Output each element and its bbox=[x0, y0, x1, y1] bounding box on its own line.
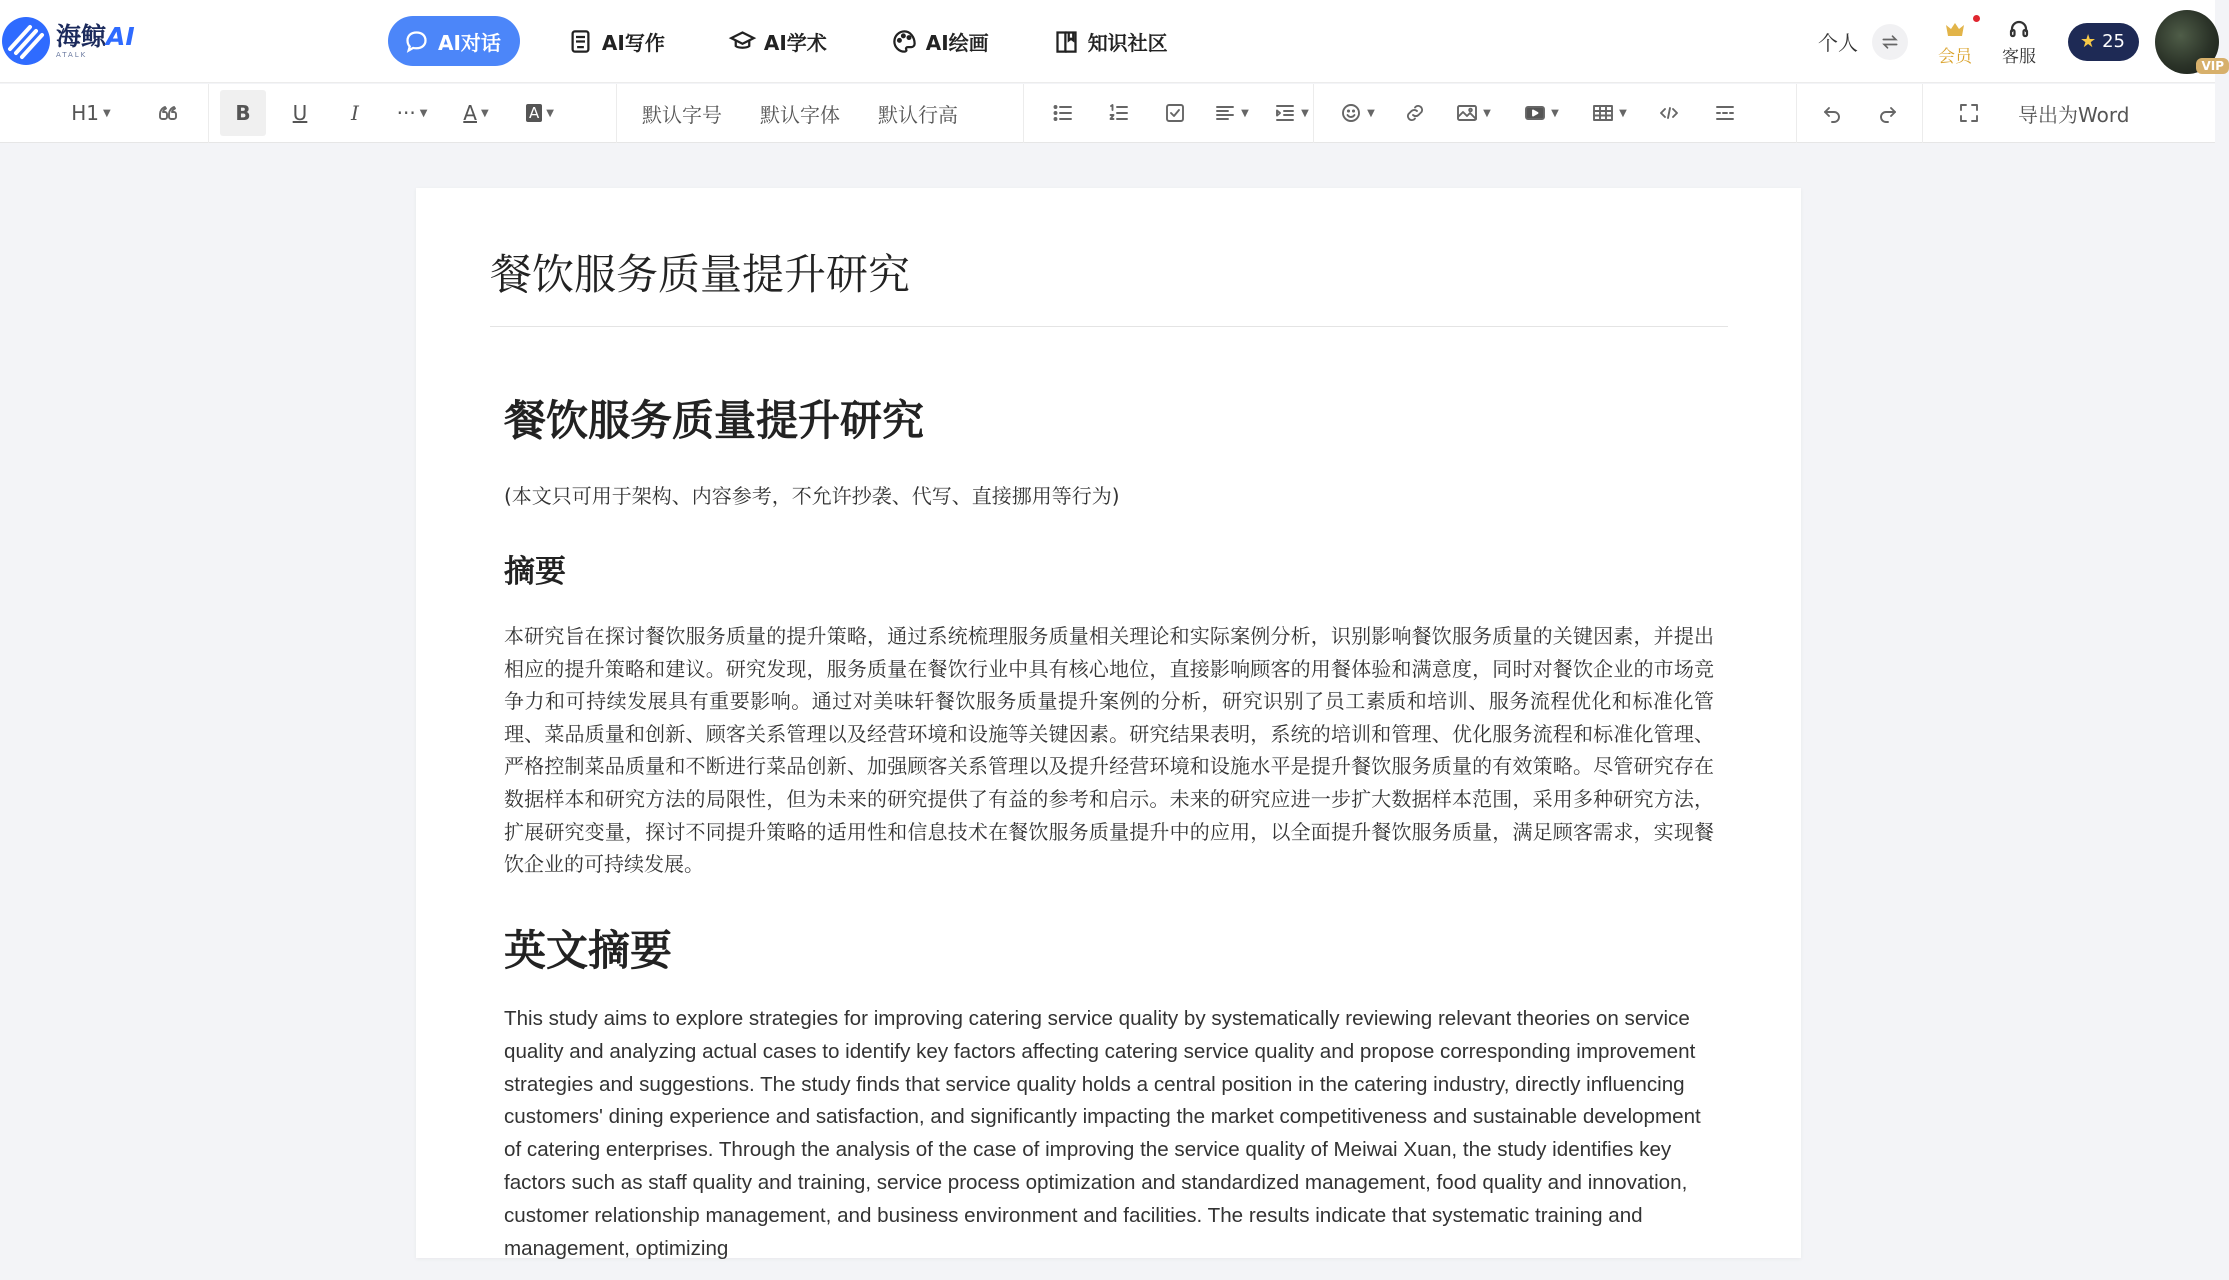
document-page[interactable] bbox=[416, 188, 1801, 1258]
editor-toolbar bbox=[0, 84, 2215, 143]
nav-ai-painting[interactable] bbox=[874, 16, 1006, 66]
heading-select[interactable] bbox=[66, 90, 116, 136]
undo-button[interactable] bbox=[1809, 90, 1855, 136]
book-icon bbox=[1053, 28, 1080, 55]
top-navigation-bar bbox=[0, 0, 2224, 83]
member-button[interactable] bbox=[1938, 17, 1972, 67]
bold-button[interactable] bbox=[220, 90, 266, 136]
numbered-list-button[interactable] bbox=[1096, 90, 1142, 136]
member-label: 会员 bbox=[1937, 46, 1972, 67]
nav-ai-writing-label: AI写作 bbox=[601, 30, 665, 55]
document-write-icon bbox=[567, 28, 594, 55]
italic-label: I bbox=[351, 101, 359, 125]
font-size-select[interactable]: 默认字号 bbox=[642, 102, 722, 127]
align-left-icon bbox=[1213, 101, 1237, 125]
chevron-down-icon: ▼ bbox=[546, 107, 554, 119]
star-icon: ★ bbox=[2079, 31, 2097, 52]
video-icon bbox=[1523, 101, 1547, 125]
video-button[interactable] bbox=[1518, 90, 1564, 136]
graduation-cap-icon bbox=[729, 28, 756, 55]
horizontal-rule-icon bbox=[1713, 101, 1737, 125]
nav-ai-chat-label: AI对话 bbox=[438, 30, 501, 55]
table-icon bbox=[1591, 101, 1615, 125]
whale-logo-icon bbox=[0, 15, 52, 67]
emoji-button[interactable] bbox=[1334, 90, 1380, 136]
crown-icon bbox=[1943, 17, 1967, 41]
code-button[interactable] bbox=[1646, 90, 1692, 136]
heading-label: H1 bbox=[71, 101, 100, 125]
align-button[interactable] bbox=[1208, 90, 1254, 136]
highlight-label: A bbox=[526, 104, 542, 122]
undo-icon bbox=[1820, 101, 1844, 125]
indent-button[interactable] bbox=[1268, 90, 1314, 136]
font-color-label: A bbox=[463, 101, 477, 125]
bullet-list-icon bbox=[1051, 101, 1075, 125]
numbered-list-icon bbox=[1107, 101, 1131, 125]
swap-arrows-icon bbox=[1880, 32, 1900, 52]
logo-subtitle: ATALK bbox=[56, 50, 88, 59]
font-family-select[interactable]: 默认字体 bbox=[760, 102, 840, 127]
points-badge[interactable] bbox=[2068, 23, 2139, 61]
logo-name: 海鲸 bbox=[56, 21, 107, 51]
nav-ai-chat[interactable] bbox=[388, 16, 520, 66]
more-label: ··· bbox=[396, 101, 416, 125]
chevron-down-icon: ▼ bbox=[1551, 107, 1559, 119]
title-divider bbox=[490, 326, 1728, 327]
highlight-color-button[interactable] bbox=[517, 90, 563, 136]
divider-button[interactable] bbox=[1702, 90, 1748, 136]
nav-ai-writing[interactable] bbox=[550, 16, 682, 66]
nav-ai-academic-label: AI学术 bbox=[763, 30, 827, 55]
redo-button[interactable] bbox=[1865, 90, 1911, 136]
quote-button[interactable] bbox=[146, 90, 192, 136]
service-label: 客服 bbox=[2001, 46, 2036, 67]
fullscreen-button[interactable] bbox=[1946, 90, 1992, 136]
switch-account-button[interactable] bbox=[1872, 24, 1908, 60]
more-formats-button[interactable] bbox=[389, 90, 435, 136]
chat-bubble-icon bbox=[403, 28, 430, 55]
palette-icon bbox=[891, 28, 918, 55]
chevron-down-icon: ▼ bbox=[480, 107, 489, 119]
usage-note: (本文只可用于架构、内容参考，不允许抄袭、代写、直接挪用等行为) bbox=[504, 484, 1120, 508]
underline-button[interactable] bbox=[277, 90, 323, 136]
headset-icon bbox=[2007, 17, 2031, 41]
document-title[interactable]: 餐饮服务质量提升研究 bbox=[490, 250, 911, 299]
emoji-icon bbox=[1339, 101, 1363, 125]
user-area bbox=[1817, 0, 2224, 83]
bold-label: B bbox=[235, 101, 251, 125]
line-height-select[interactable]: 默认行高 bbox=[878, 102, 958, 127]
chevron-down-icon: ▼ bbox=[1483, 107, 1491, 119]
chevron-down-icon: ▼ bbox=[1301, 107, 1309, 119]
link-button[interactable] bbox=[1392, 90, 1438, 136]
bullet-list-button[interactable] bbox=[1040, 90, 1086, 136]
logo-ai: AI bbox=[106, 21, 135, 51]
abstract-paragraph: 本研究旨在探讨餐饮服务质量的提升策略，通过系统梳理服务质量相关理论和实际案例分析，识别影响餐饮服务质量的关键因素，并提出相应的提升策略和建议。研究发现，服务质量在餐饮行业中具有核心地位，直接影响顾客的用餐体验和满意度，同时对餐饮企业的市场竞争力和可持续发展具有重要影响。通过对美味轩餐饮服务质量提升案例的分析，研究识别了员工素质和培训、服务流程优化和标准化管理、菜品质量和创新、顾客关系管理以及经营环境和设施等关键因素。研究结果表明，系统的培训和管理、优化服务流程和标准化管理、严格控制菜品质量和不断进行菜品创新、加强顾客关系管理以及提升经营环境和设施水平是提升餐饮服务质量的有效策略。尽管研究存在数据样本和研究方法的局限性，但为未来的研究提供了有益的参考和启示。未来的研究应进一步扩大数据样本范围，采用多种研究方法，扩展研究变量，探讨不同提升策略的适用性和信息技术在餐饮服务质量提升中的应用，以全面提升餐饮服务质量，满足顾客需求，实现餐饮企业的可持续发展。 bbox=[504, 624, 1714, 877]
chevron-down-icon: ▼ bbox=[1367, 107, 1375, 119]
checkbox-icon bbox=[1163, 101, 1187, 125]
abstract-heading: 摘要 bbox=[504, 554, 566, 590]
english-abstract-paragraph: This study aims to explore strategies for improving catering service quality by systematically reviewing relevant theories on service quality and analyzing actual cases to identify key factors affecting catering service quality and propose corresponding improvement strategies and suggestions. The study finds that service quality holds a central position in the catering industry, directly influencing customers' dining experience and satisfaction, and significantly impacting the market competitiveness and sustainable development of catering enterprises. Through the analysis of the case of improving the service quality of Meiwai Xuan, the study identifies key factors such as staff quality and training, service process optimization and standardized management, food quality and innovation, customer relationship management, and business environment and facilities. The results indicate that systematic training and management, optimizing bbox=[504, 1007, 1701, 1260]
user-avatar[interactable] bbox=[2155, 10, 2224, 74]
chevron-down-icon: ▼ bbox=[1619, 107, 1627, 119]
code-icon bbox=[1657, 101, 1681, 125]
english-abstract-heading: 英文摘要 bbox=[504, 926, 673, 975]
font-color-button[interactable] bbox=[453, 90, 499, 136]
quote-icon bbox=[157, 101, 181, 125]
chevron-down-icon: ▼ bbox=[419, 107, 428, 119]
nav-ai-academic[interactable] bbox=[712, 16, 844, 66]
main-nav bbox=[388, 16, 1215, 66]
chevron-down-icon: ▼ bbox=[103, 107, 111, 119]
checklist-button[interactable] bbox=[1152, 90, 1198, 136]
personal-label[interactable]: 个人 bbox=[1817, 31, 1858, 55]
vip-badge: VIP bbox=[2196, 58, 2229, 74]
redo-icon bbox=[1876, 101, 1900, 125]
nav-ai-painting-label: AI绘画 bbox=[925, 30, 989, 55]
notification-dot bbox=[1973, 15, 1980, 22]
points-value: 25 bbox=[2102, 31, 2125, 52]
export-word-button[interactable]: 导出为Word bbox=[2018, 102, 2130, 127]
main-heading: 餐饮服务质量提升研究 bbox=[504, 396, 925, 445]
link-icon bbox=[1403, 101, 1427, 125]
image-button[interactable] bbox=[1450, 90, 1496, 136]
nav-knowledge-community[interactable] bbox=[1036, 16, 1185, 66]
italic-button[interactable] bbox=[332, 90, 378, 136]
underline-label: U bbox=[292, 101, 308, 125]
nav-knowledge-community-label: 知识社区 bbox=[1087, 30, 1168, 55]
image-icon bbox=[1455, 101, 1479, 125]
fullscreen-icon bbox=[1957, 101, 1981, 125]
chevron-down-icon: ▼ bbox=[1241, 107, 1249, 119]
indent-icon bbox=[1273, 101, 1297, 125]
customer-service-button[interactable] bbox=[2002, 17, 2036, 67]
table-button[interactable] bbox=[1586, 90, 1632, 136]
app-logo[interactable] bbox=[0, 14, 135, 68]
